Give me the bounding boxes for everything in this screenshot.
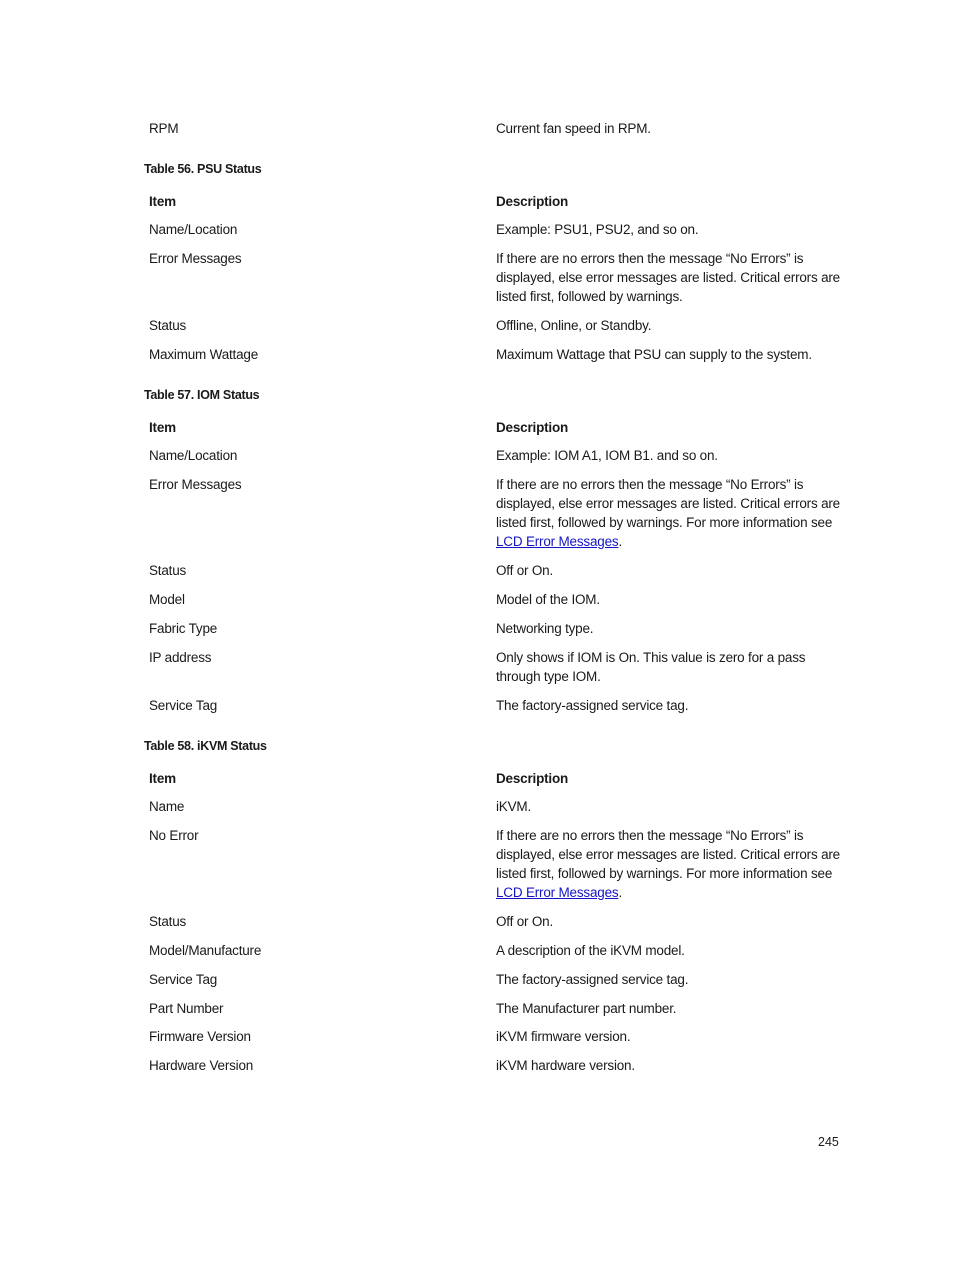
- item-header: Item: [149, 420, 176, 435]
- description-cell: Off or On.: [496, 914, 554, 929]
- item-cell: IP address: [149, 650, 212, 665]
- item-cell: Status: [149, 563, 187, 578]
- description-cell: iKVM.: [496, 799, 532, 814]
- lcd-error-messages-link[interactable]: LCD Error Messages: [496, 534, 619, 549]
- description-cell: The factory-assigned service tag.: [496, 698, 689, 713]
- description-cell: Off or On.: [496, 563, 554, 578]
- item-cell: Fabric Type: [149, 621, 218, 636]
- item-cell: Model: [149, 592, 185, 607]
- description-suffix: .: [618, 534, 622, 549]
- item-cell: Service Tag: [149, 972, 218, 987]
- table-caption: Table 58. iKVM Status: [144, 739, 267, 753]
- lcd-error-messages-link[interactable]: LCD Error Messages: [496, 885, 619, 900]
- item-cell: RPM: [149, 121, 179, 136]
- item-header: Item: [149, 771, 176, 786]
- description-cell: Example: IOM A1, IOM B1. and so on.: [496, 448, 718, 463]
- description-cell: [496, 475, 841, 551]
- item-cell: Error Messages: [149, 477, 242, 492]
- description-cell: The factory-assigned service tag.: [496, 972, 689, 987]
- description-cell: The Manufacturer part number.: [496, 1001, 677, 1016]
- description-cell: Model of the IOM.: [496, 592, 600, 607]
- item-cell: Hardware Version: [149, 1058, 254, 1073]
- item-cell: Service Tag: [149, 698, 218, 713]
- item-cell: Firmware Version: [149, 1029, 251, 1044]
- item-cell: Part Number: [149, 1001, 224, 1016]
- description-cell: A description of the iKVM model.: [496, 943, 685, 958]
- description-header: Description: [496, 420, 569, 435]
- description-cell: Current fan speed in RPM.: [496, 121, 651, 136]
- page-number: 245: [818, 1135, 839, 1149]
- description-cell: If there are no errors then the message “No Errors” is displayed, else error messages are listed. Critical errors are listed first, followed by warnings.: [496, 251, 840, 304]
- description-cell: [496, 826, 841, 902]
- table-caption: Table 56. PSU Status: [144, 162, 262, 176]
- description-cell: Offline, Online, or Standby.: [496, 318, 652, 333]
- description-cell: Example: PSU1, PSU2, and so on.: [496, 222, 699, 237]
- description-cell: iKVM hardware version.: [496, 1058, 635, 1073]
- description-text: If there are no errors then the message “No Errors” is displayed, else error messages are listed. Critical errors are listed first, followed by warnings. For more information see: [496, 828, 840, 881]
- description-text: If there are no errors then the message “No Errors” is displayed, else error messages are listed. Critical errors are listed first, followed by warnings. For more information see: [496, 477, 840, 530]
- item-cell: Status: [149, 914, 187, 929]
- description-header: Description: [496, 194, 569, 209]
- item-cell: Name: [149, 799, 185, 814]
- item-cell: Model/Manufacture: [149, 943, 262, 958]
- item-cell: Error Messages: [149, 251, 242, 266]
- table-caption: Table 57. IOM Status: [144, 388, 260, 402]
- item-header: Item: [149, 194, 176, 209]
- item-cell: Status: [149, 318, 187, 333]
- description-cell: Networking type.: [496, 621, 594, 636]
- description-cell: iKVM firmware version.: [496, 1029, 631, 1044]
- description-cell: Maximum Wattage that PSU can supply to the system.: [496, 347, 812, 362]
- description-header: Description: [496, 771, 569, 786]
- description-cell: Only shows if IOM is On. This value is zero for a pass through type IOM.: [496, 650, 806, 684]
- description-suffix: .: [618, 885, 622, 900]
- item-cell: No Error: [149, 828, 199, 843]
- item-cell: Maximum Wattage: [149, 347, 259, 362]
- item-cell: Name/Location: [149, 448, 238, 463]
- item-cell: Name/Location: [149, 222, 238, 237]
